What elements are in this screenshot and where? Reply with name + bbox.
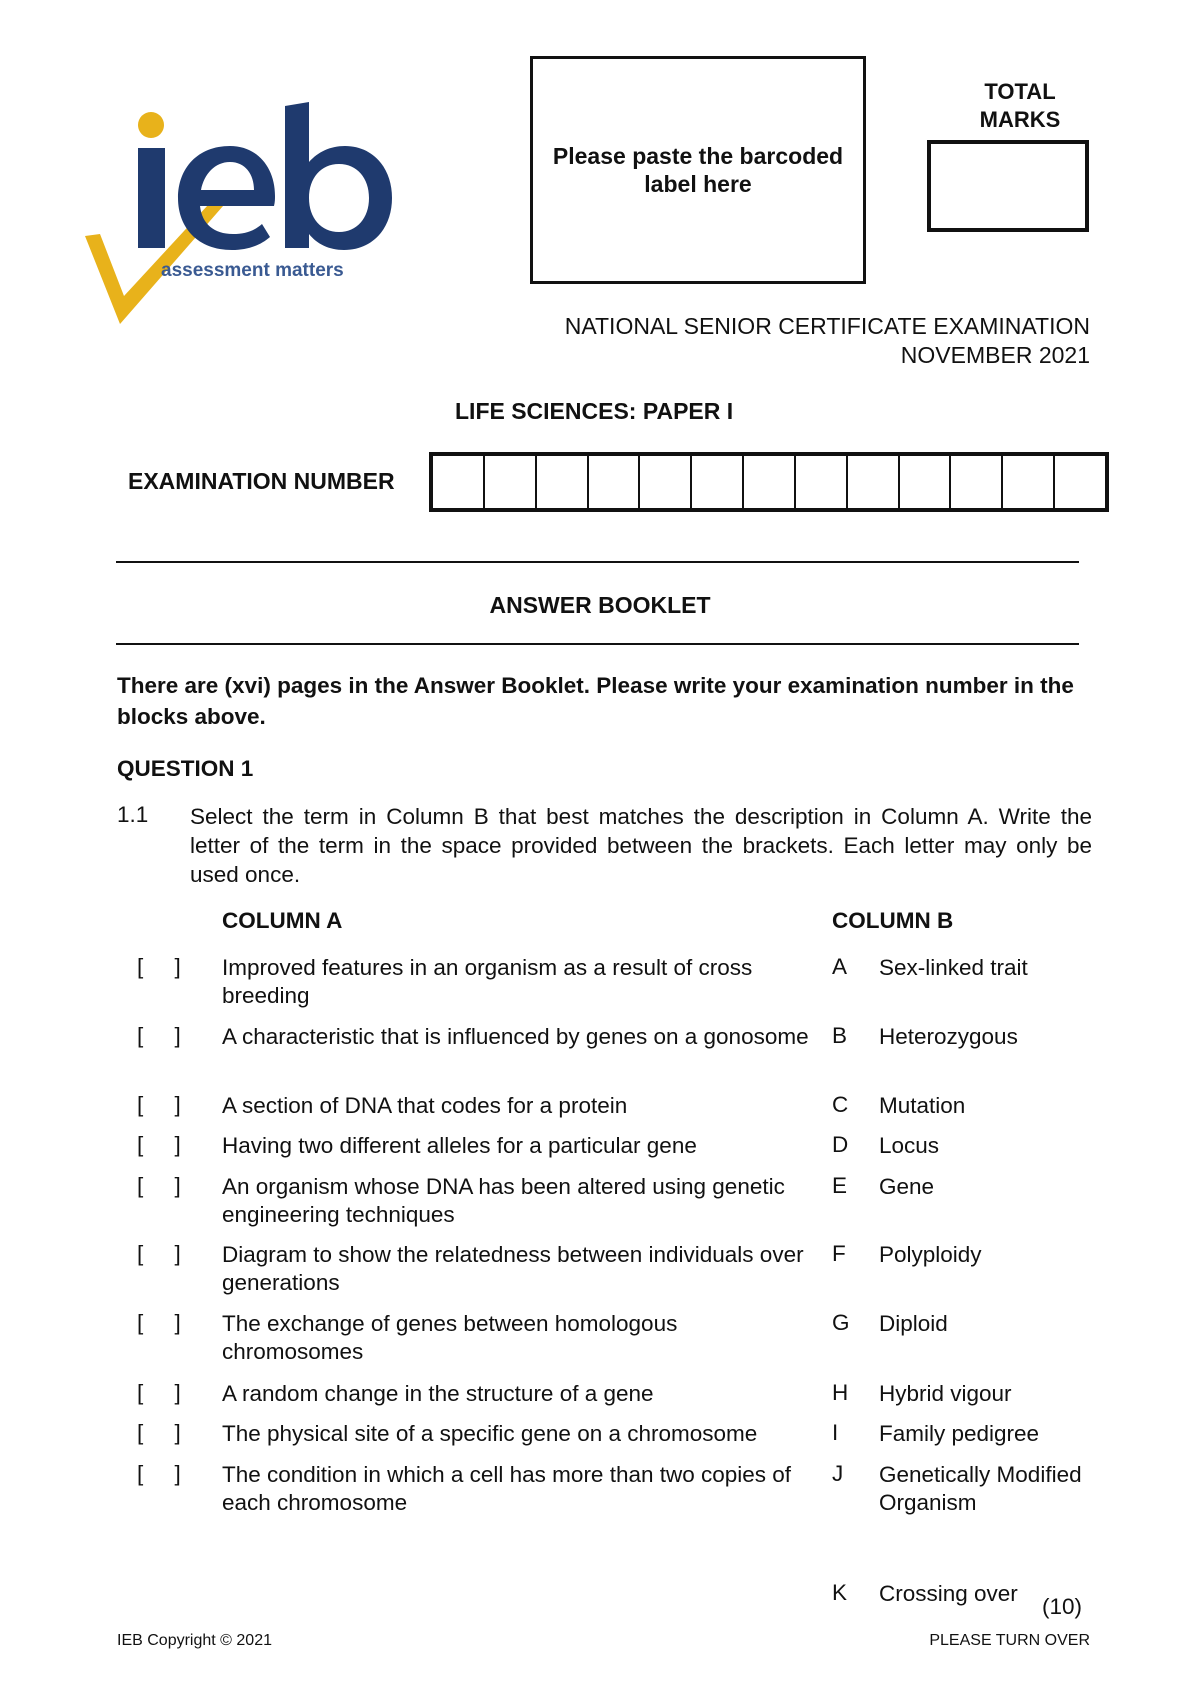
logo-tagline: assessment matters: [161, 260, 344, 281]
ieb-logo-graphic: [80, 100, 420, 340]
exam-number-block[interactable]: [1003, 456, 1055, 508]
barcode-label-box: [530, 56, 866, 284]
column-b-letter: K: [832, 1580, 848, 1605]
answer-bracket[interactable]: [ ]: [137, 1380, 181, 1405]
column-b-term: Polyploidy: [879, 1242, 982, 1267]
exam-title: NATIONAL SENIOR CERTIFICATE EXAMINATION: [564, 313, 1090, 339]
exam-info: [565, 312, 1090, 370]
question-text: Select the term in Column B that best matches the description in Column A. Write the letter of the term in the space provided between the brackets. Each letter may only be used once.: [190, 804, 1092, 887]
exam-number-block[interactable]: [537, 456, 589, 508]
column-a-description: Improved features in an organism as a result of cross breeding: [222, 955, 753, 1008]
exam-number-block[interactable]: [433, 456, 485, 508]
column-b-term: Crossing over: [879, 1581, 1018, 1606]
column-b-letter: I: [832, 1420, 839, 1445]
column-b-term: Family pedigree: [879, 1421, 1040, 1446]
column-b-term: Mutation: [879, 1093, 966, 1118]
column-b-term: Hybrid vigour: [879, 1381, 1012, 1406]
exam-number-block[interactable]: [900, 456, 952, 508]
exam-number-block[interactable]: [951, 456, 1003, 508]
column-b-term: Gene: [879, 1174, 935, 1199]
answer-bracket[interactable]: [ ]: [137, 1023, 181, 1048]
column-b-term: Heterozygous: [879, 1024, 1018, 1049]
total-marks-label: [960, 78, 1080, 134]
column-b-letter: C: [832, 1092, 849, 1117]
column-b-term: Genetically Modified Organism: [879, 1462, 1082, 1515]
exam-number-block[interactable]: [589, 456, 641, 508]
answer-bracket[interactable]: [ ]: [137, 1132, 181, 1157]
exam-date: NOVEMBER 2021: [900, 342, 1090, 368]
answer-bracket[interactable]: [ ]: [137, 1092, 181, 1117]
answer-bracket[interactable]: [ ]: [137, 1241, 181, 1266]
total-marks-label-line2: MARKS: [979, 107, 1061, 132]
column-b-term: Sex-linked trait: [879, 955, 1028, 980]
footer-turn-over: PLEASE TURN OVER: [929, 1632, 1090, 1649]
paper-title: LIFE SCIENCES: PAPER I: [455, 398, 734, 424]
column-a-description: Having two different alleles for a particular gene: [222, 1133, 697, 1158]
answer-bracket[interactable]: [ ]: [137, 1461, 181, 1486]
answer-bracket[interactable]: [ ]: [137, 1420, 181, 1445]
column-b-letter: E: [832, 1173, 848, 1198]
column-a-description: A characteristic that is influenced by genes on a gonosome: [222, 1024, 809, 1049]
divider-top: [116, 561, 1079, 563]
column-b-term: Locus: [879, 1133, 940, 1158]
column-b-letter: H: [832, 1380, 849, 1405]
total-marks-label-line1: TOTAL: [984, 79, 1056, 104]
question-marks: (10): [1041, 1594, 1082, 1619]
answer-bracket[interactable]: [ ]: [137, 1310, 181, 1335]
exam-number-block[interactable]: [1055, 456, 1105, 508]
exam-number-block[interactable]: [848, 456, 900, 508]
answer-bracket[interactable]: [ ]: [137, 1173, 181, 1198]
exam-number-block[interactable]: [640, 456, 692, 508]
column-a-description: The condition in which a cell has more than two copies of each chromosome: [222, 1462, 792, 1515]
column-b-term: Diploid: [879, 1311, 948, 1336]
column-a-heading: COLUMN A: [222, 908, 343, 933]
column-a-description: A section of DNA that codes for a protein: [222, 1093, 628, 1118]
column-a-description: The exchange of genes between homologous chromosomes: [222, 1311, 678, 1364]
column-b-letter: D: [832, 1132, 849, 1157]
exam-number-block[interactable]: [744, 456, 796, 508]
exam-number-block[interactable]: [796, 456, 848, 508]
barcode-label-text: Please paste the barcoded label here: [552, 143, 844, 197]
exam-number-block[interactable]: [692, 456, 744, 508]
exam-number-block[interactable]: [485, 456, 537, 508]
column-a-description: Diagram to show the relatedness between individuals over generations: [222, 1242, 804, 1295]
column-a-description: A random change in the structure of a gene: [222, 1381, 654, 1406]
column-b-letter: G: [832, 1310, 850, 1335]
column-b-heading: COLUMN B: [832, 908, 954, 933]
column-a-description: The physical site of a specific gene on a chromosome: [222, 1421, 758, 1446]
column-a-description: An organism whose DNA has been altered using genetic engineering techniques: [222, 1174, 785, 1227]
column-b-letter: B: [832, 1023, 848, 1048]
ieb-logo: [80, 100, 420, 340]
total-marks-box[interactable]: [927, 140, 1089, 232]
column-b-letter: A: [832, 954, 848, 979]
footer-copyright: IEB Copyright © 2021: [117, 1632, 272, 1649]
examination-number-blocks[interactable]: [429, 452, 1109, 512]
divider-bottom: [116, 643, 1079, 645]
column-b-letter: J: [832, 1461, 844, 1486]
examination-number-label: EXAMINATION NUMBER: [128, 468, 395, 494]
question-number: 1.1: [117, 802, 149, 827]
instructions: There are (xvi) pages in the Answer Booklet. Please write your examination number in the blocks above.: [117, 673, 1074, 729]
booklet-title: ANSWER BOOKLET: [489, 592, 711, 618]
answer-bracket[interactable]: [ ]: [137, 954, 181, 979]
question-heading: QUESTION 1: [117, 756, 254, 781]
column-b-letter: F: [832, 1241, 846, 1266]
